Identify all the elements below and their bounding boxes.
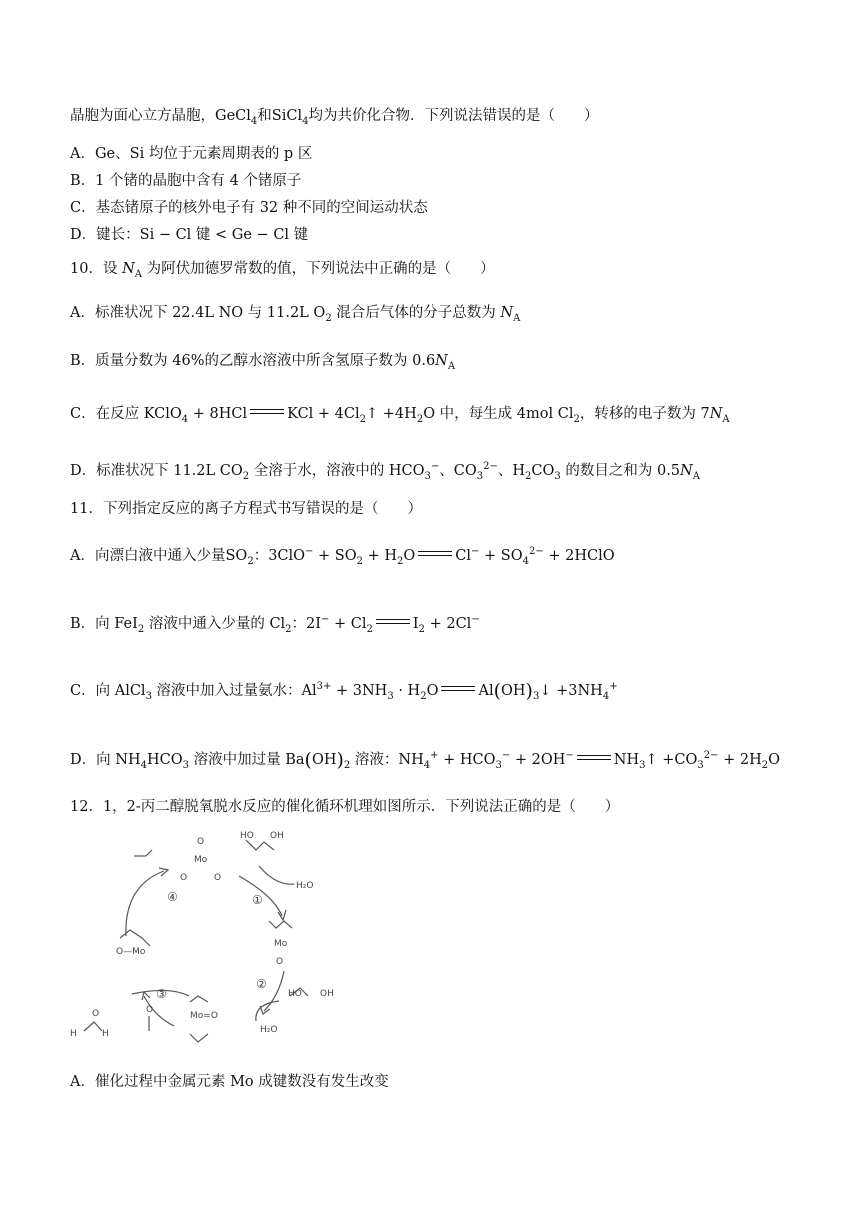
text: 溶液中通入少量的 [144, 616, 270, 632]
equals-sign [441, 686, 475, 691]
subscript: 4 [522, 556, 529, 567]
subscript: 4 [250, 116, 258, 127]
formula: Cl [455, 548, 472, 564]
superscript: − [501, 750, 511, 761]
formula: SO [225, 548, 248, 564]
text: ： [291, 616, 307, 632]
q11-option-b [70, 615, 480, 635]
dioxo-ring [120, 930, 150, 946]
step-3-label: ③ [156, 987, 167, 1001]
formula: +CO [657, 752, 698, 768]
subscript: 3 [476, 471, 484, 482]
formula: SiCl [271, 108, 303, 124]
q12-option-a: A．催化过程中金属元素 Mo 成键数没有发生改变 [70, 1074, 389, 1090]
oxo-label: O [146, 1005, 154, 1015]
text: 为阿伏加德罗常数的值，下列说法中正确的是（ ） [141, 261, 495, 277]
formula: OH [501, 683, 526, 699]
q9-option-b: B．1 个锗的晶胞中含有 4 个锗原子 [70, 173, 302, 189]
formula: Cl [269, 616, 286, 632]
q9-option-c: C．基态锗原子的核外电子有 32 种不同的空间运动状态 [70, 200, 428, 216]
ho-label: HO [288, 989, 302, 999]
subscript: 4 [423, 760, 431, 771]
formula: + 2Cl [424, 616, 472, 632]
q9-stem [70, 109, 598, 127]
formula: HCO [388, 463, 425, 479]
subscript: A [692, 471, 700, 482]
step-2-label: ② [256, 977, 267, 991]
symbol: N [435, 353, 448, 369]
text: C．向 [70, 683, 115, 699]
text: B．向 [70, 616, 115, 632]
subscript: 3 [145, 691, 152, 702]
water-label: H₂O [296, 881, 314, 891]
formula: + Cl [329, 616, 367, 632]
catalytic-cycle-diagram [64, 826, 384, 1066]
subscript: 3 [639, 760, 646, 771]
text: 和 [257, 108, 272, 124]
formula: 3ClO [268, 548, 306, 564]
subscript: 3 [424, 471, 431, 482]
q11-option-c [70, 682, 618, 702]
mo-oxo-label: Mo=O [190, 1011, 218, 1021]
number: 0.6 [412, 353, 436, 369]
formula: GeCl [215, 108, 251, 124]
formula: · H [393, 683, 421, 699]
superscript: 2− [703, 750, 719, 761]
text: ，转移的电子数为 [579, 406, 701, 422]
superscript: + [430, 750, 439, 761]
text: D．向 [70, 752, 116, 768]
formula: Al [301, 683, 317, 699]
superscript: − [305, 546, 314, 557]
superscript: 2− [483, 461, 498, 472]
subscript: 2 [242, 471, 250, 482]
q10-option-a [70, 306, 520, 324]
text: C．在反应 [70, 406, 144, 422]
superscript: − [565, 750, 574, 761]
subscript: 2 [397, 556, 404, 567]
cycle-arc-2 [264, 971, 284, 1011]
subscript: 2 [247, 556, 254, 567]
oh-label: OH [270, 831, 284, 841]
subscript: 3 [532, 691, 540, 702]
formula: O [313, 305, 326, 321]
precipitate-arrow: ↓ [539, 683, 552, 699]
text: 晶胞为面心立方晶胞， [70, 108, 215, 124]
paren: ) [336, 749, 344, 771]
symbol: N [500, 305, 514, 321]
formula: + H [363, 548, 398, 564]
formula: NH [613, 752, 640, 768]
ho-label: HO [240, 831, 254, 841]
superscript: − [321, 614, 330, 625]
formula: 2I [306, 616, 321, 632]
subscript: 3 [697, 760, 704, 771]
subscript: 3 [495, 760, 502, 771]
equals-sign [376, 619, 410, 624]
formula: O [426, 683, 439, 699]
formula: + SO [313, 548, 357, 564]
symbol: N [122, 261, 135, 277]
q9-option-a: A．Ge、Si 均位于元素周期表的 p 区 [70, 146, 313, 162]
dioxo-ring [190, 996, 208, 1002]
subscript: 4 [302, 116, 309, 127]
text: 溶液： [350, 752, 399, 768]
water-label: H₂O [260, 1025, 278, 1035]
equals-sign [418, 551, 452, 556]
h2o-release-arrow [259, 866, 294, 884]
q10-option-b [70, 354, 455, 372]
formula: CO [219, 463, 243, 479]
formula: + HCO [438, 752, 496, 768]
subscript: A [722, 414, 730, 425]
subscript: 2 [416, 414, 424, 425]
text: 、 [439, 463, 454, 479]
subscript: 4 [181, 414, 189, 425]
equals-sign [250, 409, 284, 414]
q10-stem [70, 262, 495, 280]
subscript: 2 [356, 556, 364, 567]
number: 7 [700, 406, 710, 422]
mo-label: Mo [194, 855, 208, 865]
subscript: 2 [137, 624, 145, 635]
mo-label: Mo [274, 939, 288, 949]
cycle-arc-4 [126, 871, 164, 936]
text: A．标准状况下 22.4L NO 与 11.2L [70, 305, 314, 321]
formula: I [412, 616, 419, 632]
formaldehyde-sketch [84, 1022, 102, 1031]
subscript: 2 [761, 760, 769, 771]
step-1-label: ① [252, 893, 263, 907]
subscript: 3 [182, 760, 189, 771]
gas-arrow: ↑ [366, 406, 379, 422]
formula: + 8HCl [188, 406, 248, 422]
text: 的数目之和为 [560, 463, 657, 479]
subscript: A [134, 269, 142, 280]
subscript: 2 [573, 414, 580, 425]
mo-label: O—Mo [116, 947, 146, 957]
diol-skeleton [246, 840, 274, 850]
formula: NH [398, 752, 424, 768]
superscript: − [471, 546, 480, 557]
step-4-label: ④ [167, 890, 178, 904]
equals-sign [577, 755, 611, 760]
text: 、 [497, 463, 513, 479]
formula: FeI [114, 616, 138, 632]
q9-option-d [70, 228, 308, 243]
formula: +3NH [551, 683, 603, 699]
subscript: 2 [418, 624, 425, 635]
superscript: + [609, 681, 618, 692]
q11-option-a [70, 547, 615, 567]
formula: AlCl [114, 683, 146, 699]
formula: CO [531, 463, 555, 479]
formula: Si − Cl 键 < Ge − Cl 键 [139, 227, 309, 243]
propene-bond [146, 850, 152, 856]
formula: Al [478, 683, 494, 699]
formula: O [403, 548, 416, 564]
formula: + 2OH [510, 752, 566, 768]
formula: NH [115, 752, 141, 768]
formula: CO [453, 463, 477, 479]
text: 溶液中加过量 [188, 752, 286, 768]
subscript: 2 [366, 624, 373, 635]
subscript: 2 [325, 313, 332, 324]
text: B．质量分数为 46%的乙醇水溶液中所含氢原子数为 [70, 353, 413, 369]
superscript: 2− [529, 546, 544, 557]
paren: ( [304, 749, 312, 771]
subscript: 4 [602, 691, 610, 702]
superscript: − [471, 614, 480, 625]
oxo-label: O [92, 1009, 100, 1019]
q10-option-c [70, 407, 730, 425]
formula: + 2H [718, 752, 762, 768]
formula: O [768, 752, 781, 768]
formula: OH [311, 752, 337, 768]
dioxo-ring [269, 921, 292, 928]
subscript: 2 [525, 471, 532, 482]
oxo-label: O [276, 957, 284, 967]
formula: Ba [285, 752, 305, 768]
subscript: 4 [140, 760, 147, 771]
formula: KClO [143, 406, 182, 422]
formula: HCO [146, 752, 183, 768]
symbol: N [709, 406, 723, 422]
dioxo-ring [190, 1034, 208, 1042]
oxo-label: O [214, 873, 222, 883]
h-label: H [70, 1029, 77, 1039]
paren: ( [493, 680, 501, 702]
q10-option-d [70, 462, 700, 482]
text: A．向漂白液中通入少量 [70, 548, 226, 564]
text: ： [253, 548, 269, 564]
formula: H [512, 463, 526, 479]
subscript: 2 [420, 691, 427, 702]
q11-option-d [70, 751, 780, 771]
subscript: A [447, 361, 456, 372]
formula: +4H [378, 406, 417, 422]
text: D．键长： [70, 227, 140, 243]
superscript: − [430, 461, 440, 472]
paren: ) [525, 680, 533, 702]
h-label: H [102, 1029, 109, 1039]
text: 10．设 [70, 261, 123, 277]
subscript: 3 [387, 691, 394, 702]
subscript: A [513, 313, 521, 324]
subscript: 2 [285, 624, 292, 635]
text: D．标准状况下 11.2L [70, 463, 220, 479]
q11-stem: 11．下列指定反应的离子方程式书写错误的是（ ） [70, 501, 422, 517]
formula: + 3NH [331, 683, 388, 699]
formula: + 2HClO [543, 548, 615, 564]
oh-label: OH [320, 989, 334, 999]
formula: Cl [557, 406, 574, 422]
text: 溶液中加入过量氨水： [151, 683, 302, 699]
formula: + SO [479, 548, 523, 564]
gas-arrow: ↑ [645, 752, 658, 768]
subscript: 3 [554, 471, 561, 482]
symbol: N [680, 463, 693, 479]
number: 0.5 [656, 463, 681, 479]
oxo-label: O [180, 873, 188, 883]
subscript: 2 [343, 760, 351, 771]
formula: KCl + 4Cl [287, 406, 360, 422]
subscript: 2 [359, 414, 367, 425]
text: 全溶于水，溶液中的 [249, 463, 389, 479]
oxo-label: O [197, 837, 205, 847]
q12-stem: 12．1，2-丙二醇脱氧脱水反应的催化循环机理如图所示．下列说法正确的是（ ） [70, 799, 620, 815]
text: 均为共价化合物．下列说法错误的是（ ） [308, 108, 599, 124]
text: O 中，每生成 4mol [423, 406, 558, 422]
superscript: 3+ [316, 681, 332, 692]
text: 混合后气体的分子总数为 [331, 305, 501, 321]
